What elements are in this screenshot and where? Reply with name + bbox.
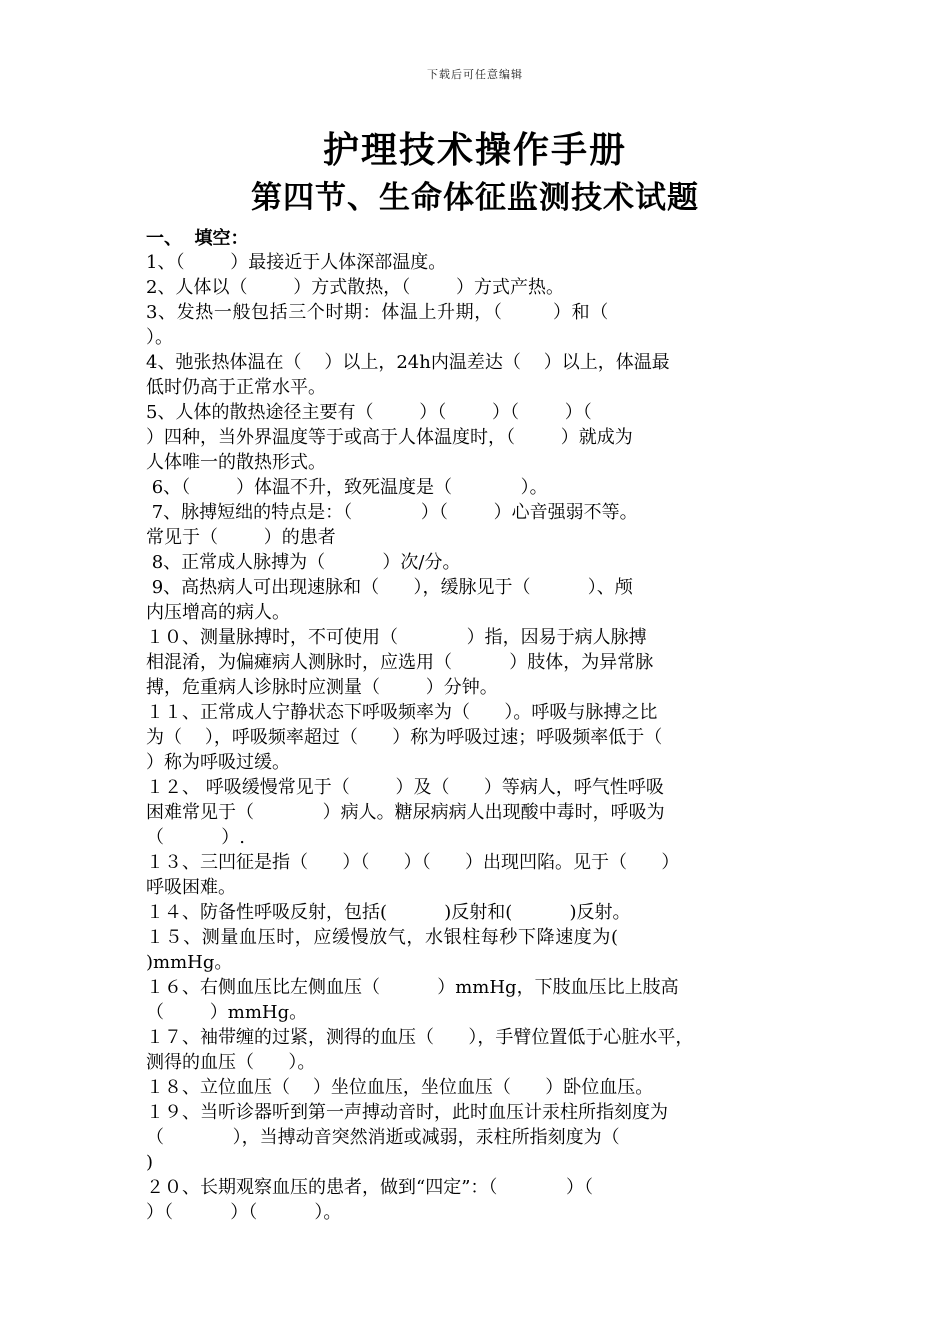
question-11-line-1: １１、正常成人宁静状态下呼吸频率为（ ）。呼吸与脉搏之比	[146, 702, 658, 723]
question-17-line-1: １７、袖带缠的过紧，测得的血压（ ），手臂位置低于心脏水平，	[146, 1027, 694, 1048]
question-8-line-1: 8、正常成人脉搏为（ ）次/分。	[146, 552, 461, 573]
question-10-line-1: １０、测量脉搏时，不可使用（ ）指，因易于病人脉搏	[146, 627, 647, 648]
question-2-line-1: 2、人体以（ ）方式散热，（ ）方式产热。	[146, 277, 564, 298]
header-note: 下载后可任意编辑	[427, 68, 523, 81]
question-14-line-1: １４、防备性呼吸反射，包括( )反射和( )反射。	[146, 902, 631, 923]
question-12-line-1: １２、 呼吸缓慢常见于（ ）及（ ）等病人，呼气性呼吸	[146, 777, 664, 798]
question-13-line-1: １３、三凹征是指（ ）（ ）（ ）出现凹陷。见于（ ）	[146, 852, 680, 873]
page-title: 护理技术操作手册	[322, 129, 627, 171]
question-5-line-2: ）四种，当外界温度等于或高于人体温度时，（ ）就成为	[146, 427, 633, 448]
question-4-line-2: 低时仍高于正常水平。	[146, 377, 326, 398]
question-16-line-2: （ ）mmHg。	[146, 1002, 308, 1023]
question-1-line-1: 1、（ ）最接近于人体深部温度。	[146, 252, 447, 273]
question-9-line-1: 9、高热病人可出现速脉和（ ），缓脉见于（ ）、颅	[146, 577, 633, 598]
question-7-line-1: 7、脉搏短绌的特点是：（ ）（ ）心音强弱不等。	[146, 502, 638, 523]
question-list	[146, 250, 810, 1225]
question-12-line-3: （ ）.	[146, 827, 245, 848]
question-13-line-2: 呼吸困难。	[146, 877, 236, 898]
question-20-line-2: ）（ ）（ ）。	[146, 1202, 342, 1223]
question-20-line-1: ２０、长期观察血压的患者，做到“四定”：（ ）（	[146, 1177, 594, 1198]
question-5-line-1: 5、人体的散热途径主要有（ ）（ ）（ ）（	[146, 402, 592, 423]
question-10-line-2: 相混淆，为偏瘫病人测脉时，应选用（ ）肢体，为异常脉	[146, 652, 654, 673]
question-16-line-1: １６、右侧血压比左侧血压（ ）mmHg，下肢血压比上肢高	[146, 977, 679, 998]
question-7-line-2: 常见于（ ）的患者	[146, 527, 336, 548]
question-10-line-3: 搏，危重病人诊脉时应测量（ ）分钟。	[146, 677, 498, 698]
question-9-line-2: 内压增高的病人。	[146, 602, 290, 623]
question-19-line-1: １９、当听诊器听到第一声搏动音时，此时血压计汞柱所指刻度为	[146, 1102, 668, 1123]
question-19-line-2: （ ），当搏动音突然消逝或减弱，汞柱所指刻度为（	[146, 1127, 620, 1148]
question-17-line-2: 测得的血压（ ）。	[146, 1052, 316, 1073]
question-6-line-1: 6、（ ）体温不升，致死温度是（ ）。	[146, 477, 548, 498]
section-title: 第四节、生命体征监测技术试题	[251, 180, 699, 216]
question-5-line-3: 人体唯一的散热形式。	[146, 452, 326, 473]
question-15-line-1: １５、测量血压时，应缓慢放气，水银柱每秒下降速度为(	[146, 927, 619, 948]
question-4-line-1: 4、弛张热体温在（ ）以上，24h内温差达（ ）以上，体温最	[146, 352, 670, 373]
question-19-line-3: )	[146, 1152, 154, 1173]
question-11-line-2: 为（ ），呼吸频率超过（ ）称为呼吸过速；呼吸频率低于（	[146, 727, 663, 748]
question-3-line-1: 3、发热一般包括三个时期：体温上升期，（ ）和（	[146, 302, 609, 323]
question-11-line-3: ）称为呼吸过缓。	[146, 752, 290, 773]
question-15-line-2: )mmHg。	[146, 952, 233, 973]
question-12-line-2: 困难常见于（ ）病人。糖尿病病人出现酸中毒时，呼吸为	[146, 802, 665, 823]
question-18-line-1: １８、立位血压（ ）坐位血压，坐位血压（ ）卧位血压。	[146, 1077, 654, 1098]
section-heading: 一、 填空：	[146, 228, 249, 249]
question-3-line-2: ）。	[146, 327, 173, 348]
